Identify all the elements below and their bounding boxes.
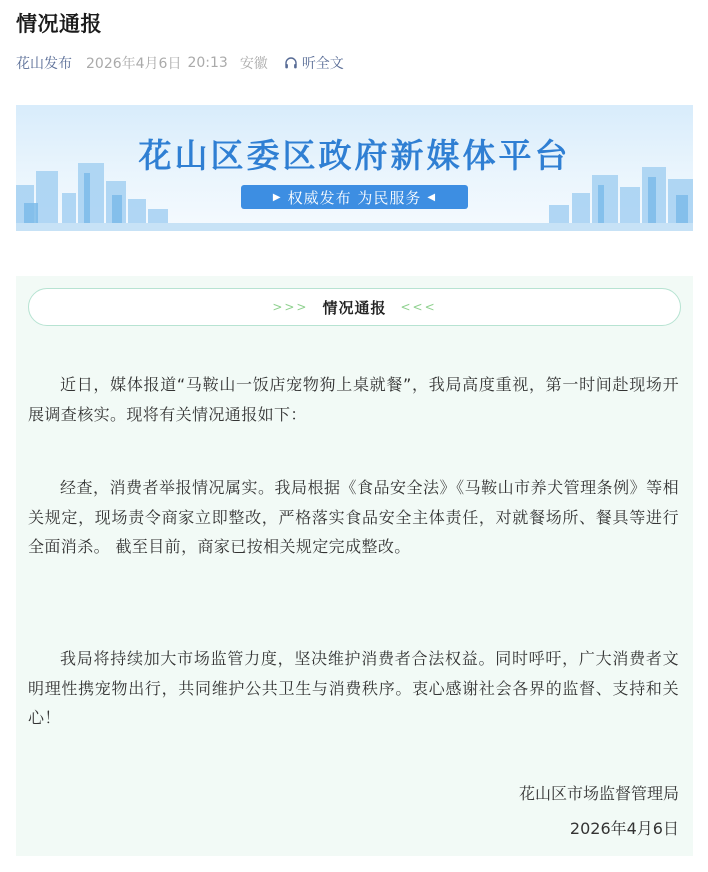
signature-date: 2026年4月6日: [569, 819, 679, 838]
notice-paragraph: 近日，媒体报道“马鞍山一饭店宠物狗上桌就餐”，我局高度重视，第一时间赴现场开展调查核实。现将有关情况通报如下：: [28, 375, 679, 424]
notice-paragraph: 我局将持续加大市场监管力度，坚决维护消费者合法权益。同时呼吁，广大消费者文明理性携宠物出行，共同维护公共卫生与消费秩序。衷心感谢社会各界的监督、支持和关心！: [28, 649, 679, 727]
listen-button[interactable]: [284, 53, 344, 73]
headphones-icon: [284, 56, 298, 70]
left-arrow-icon: ◀: [427, 191, 437, 203]
listen-label: 听全文: [301, 56, 344, 72]
publish-region: 安徽: [239, 56, 268, 72]
left-chevrons: >>>: [272, 300, 309, 314]
article-title: 情况通报: [16, 12, 102, 36]
banner-title: 花山区委区政府新媒体平台: [138, 136, 571, 175]
right-chevrons: <<<: [400, 300, 437, 314]
publish-date: 2026年4月6日: [86, 56, 182, 72]
header-banner-image: [16, 105, 693, 231]
right-arrow-icon: ▶: [272, 191, 282, 203]
notice-paragraph: 经查，消费者举报情况属实。我局根据《食品安全法》《马鞍山市养犬管理条例》等相关规定，现场责令商家立即整改，严格落实食品安全主体责任，对就餐场所、餐具等进行全面消杀。 截至目前，商家已按相关规定完成整改。: [28, 478, 679, 556]
banner-slogan: [241, 185, 468, 209]
notice-heading: 情况通报: [322, 298, 387, 317]
notice-card: [16, 276, 693, 856]
banner-slogan-text: 权威发布 为民服务: [287, 188, 422, 207]
signature-org: 花山区市场监督管理局: [518, 784, 679, 803]
publish-time: 20:13: [187, 55, 228, 71]
notice-header: [28, 288, 681, 326]
article-meta: [16, 53, 344, 73]
account-name-link[interactable]: 花山发布: [16, 56, 72, 72]
